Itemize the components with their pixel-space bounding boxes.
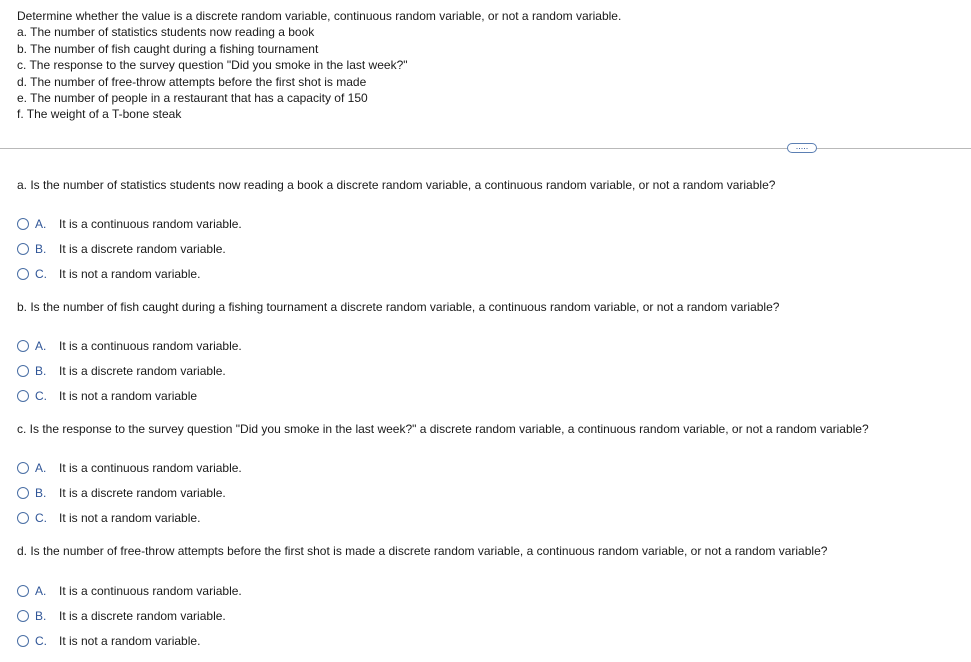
option-letter: A. [35, 217, 47, 231]
intro-item: d. The number of free-throw attempts before the first shot is made [17, 74, 367, 89]
option-text: It is not a random variable. [59, 634, 201, 648]
option-letter: C. [35, 634, 47, 648]
question-a-option-c[interactable] [17, 267, 200, 281]
option-letter: A. [35, 339, 47, 353]
radio-button[interactable] [17, 243, 29, 255]
radio-button[interactable] [17, 512, 29, 524]
radio-button[interactable] [17, 340, 29, 352]
problem-statement [17, 8, 621, 123]
radio-button[interactable] [17, 462, 29, 474]
radio-button[interactable] [17, 365, 29, 377]
option-text: It is a discrete random variable. [59, 609, 226, 623]
radio-button[interactable] [17, 585, 29, 597]
option-letter: C. [35, 389, 47, 403]
option-letter: A. [35, 584, 47, 598]
question-c-option-c[interactable] [17, 511, 200, 525]
option-text: It is not a random variable. [59, 267, 201, 281]
option-text: It is not a random variable [59, 389, 198, 403]
question-d-option-c[interactable] [17, 634, 200, 648]
question-a-option-b[interactable] [17, 242, 226, 256]
question-c-text: c. Is the response to the survey question "Did you smoke in the last week?" a discrete random variable, a continuous random variable, or not a random variable? [17, 422, 869, 436]
option-letter: B. [35, 242, 47, 256]
option-letter: A. [35, 461, 47, 475]
radio-button[interactable] [17, 635, 29, 647]
option-letter: C. [35, 511, 47, 525]
option-text: It is not a random variable. [59, 511, 201, 525]
option-text: It is a continuous random variable. [59, 339, 242, 353]
question-c-option-b[interactable] [17, 486, 226, 500]
option-letter: B. [35, 609, 47, 623]
option-text: It is a continuous random variable. [59, 217, 242, 231]
radio-button[interactable] [17, 487, 29, 499]
option-text: It is a discrete random variable. [59, 242, 226, 256]
question-b-option-a[interactable] [17, 339, 242, 353]
question-d-text: d. Is the number of free-throw attempts before the first shot is made a discrete random variable, a continuous random variable, or not a random variable? [17, 544, 828, 558]
section-divider [0, 148, 971, 149]
radio-button[interactable] [17, 268, 29, 280]
intro-item: f. The weight of a T-bone steak [17, 107, 182, 122]
option-letter: C. [35, 267, 47, 281]
radio-button[interactable] [17, 390, 29, 402]
question-a-option-a[interactable] [17, 217, 242, 231]
option-text: It is a discrete random variable. [59, 364, 226, 378]
option-text: It is a continuous random variable. [59, 584, 242, 598]
intro-item: a. The number of statistics students now reading a book [17, 25, 315, 40]
expand-more-button[interactable] [787, 143, 817, 153]
more-dots-icon: ..... [795, 141, 809, 151]
radio-button[interactable] [17, 610, 29, 622]
instruction-text: Determine whether the value is a discrete random variable, continuous random variable, or not a random variable. [17, 9, 622, 23]
option-text: It is a continuous random variable. [59, 461, 242, 475]
question-b-option-b[interactable] [17, 364, 226, 378]
intro-item: c. The response to the survey question "Did you smoke in the last week?" [17, 58, 408, 73]
question-d-option-b[interactable] [17, 609, 226, 623]
question-d-option-a[interactable] [17, 584, 242, 598]
option-text: It is a discrete random variable. [59, 486, 226, 500]
question-b-option-c[interactable] [17, 389, 197, 403]
intro-item: e. The number of people in a restaurant that has a capacity of 150 [17, 91, 368, 106]
option-letter: B. [35, 364, 47, 378]
intro-item: b. The number of fish caught during a fishing tournament [17, 41, 319, 56]
question-a-text: a. Is the number of statistics students now reading a book a discrete random variable, a continuous random variable, or not a random variable? [17, 178, 776, 192]
question-c-option-a[interactable] [17, 461, 242, 475]
radio-button[interactable] [17, 218, 29, 230]
option-letter: B. [35, 486, 47, 500]
question-b-text: b. Is the number of fish caught during a fishing tournament a discrete random variable, a continuous random variable, or not a random variable? [17, 300, 780, 314]
